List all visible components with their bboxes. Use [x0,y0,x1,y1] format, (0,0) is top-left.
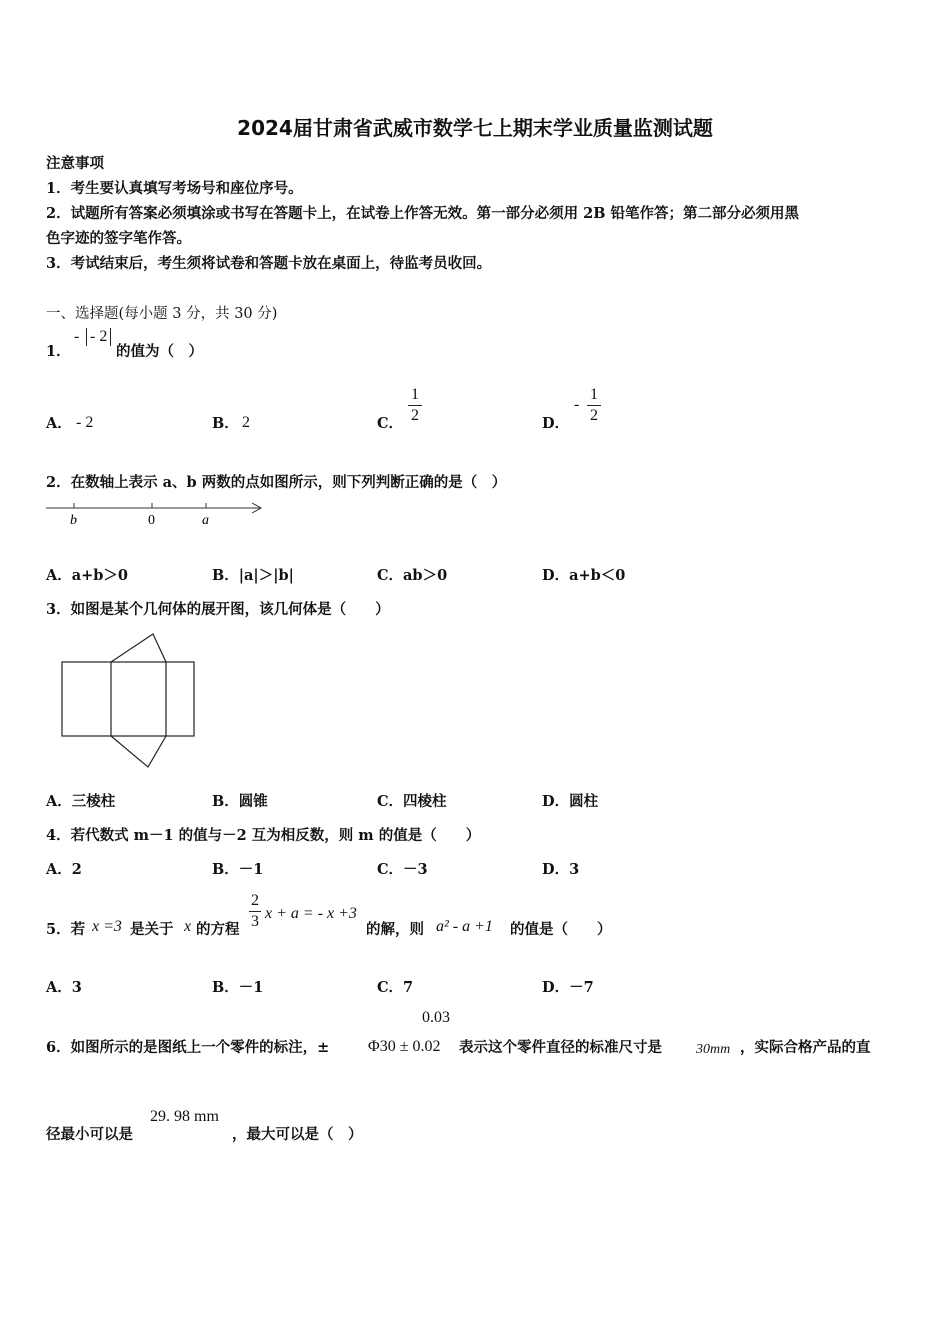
q1-option-c-fraction [408,386,422,425]
q3-stem: 3．如图是某个几何体的展开图，该几何体是（ ） [46,601,390,618]
q1-option-d-numerator: 1 [590,386,598,403]
q5-option-d: D．－7 [542,979,594,996]
q3-option-c: C．四棱柱 [377,793,447,810]
q5-text-4: 的值是（ ） [510,921,612,938]
q1-option-d-sign: - [574,396,580,413]
q4-option-d: D．3 [542,861,580,878]
q1-option-b-label: B． [212,415,239,432]
q1-option-b-value: 2 [242,414,250,431]
q1-option-a-label: A． [46,415,72,432]
q5-fraction-numerator: 2 [251,892,259,909]
q6-prefix: 6．如图所示的是图纸上一个零件的标注，± [46,1039,330,1056]
notice-item-2a: 2．试题所有答案必须填涂或书写在答题卡上，在试卷上作答无效。第一部分必须用 2B 铅笔作答；第二部分必须用黑 [46,205,800,222]
q1-option-a-value: - 2 [76,414,94,431]
q5-prefix: 5．若 [46,921,86,938]
label-b: b [70,513,77,528]
q4-option-a: A．2 [46,861,82,878]
q5-equation-fraction [249,892,261,931]
notice-item-2b: 色字迹的签字笔作答。 [46,230,191,247]
net-rectangle [62,662,194,736]
q6-text-1: 表示这个零件直径的标准尺寸是 [459,1039,662,1056]
q3-option-a: A．三棱柱 [46,793,116,810]
prism-net-figure [58,630,200,772]
q1-option-c-denominator: 2 [411,407,419,424]
q1-stem: 的值为（ ） [116,343,203,360]
q1-option-c-label: C． [377,415,404,432]
q5-option-c: C．7 [377,979,414,996]
q6-spec: Φ30 ± 0.02 [368,1038,441,1055]
q3-option-b: B．圆锥 [212,793,268,810]
q6-line2-suffix: ，最大可以是（ ） [232,1126,363,1143]
q2-option-a: A．a+b＞0 [46,567,129,584]
q5-text-3: 的解，则 [366,921,424,938]
q5-equation-rest: x + a = - x +3 [265,905,357,922]
label-a: a [202,513,209,528]
q2-stem: 2．在数轴上表示 a、b 两数的点如图所示，则下列判断正确的是（ ） [46,474,507,491]
page-title: 2024届甘肃省武威市数学七上期末学业质量监测试题 [237,116,713,140]
q6-upper-tolerance: 0.03 [422,1009,450,1026]
notice-item-3: 3．考试结束后，考生须将试卷和答题卡放在桌面上，待监考员收回。 [46,255,492,272]
q5-option-b: B．－1 [212,979,264,996]
q1-number: 1． [46,343,71,360]
q5-condition: x =3 [92,918,122,935]
q2-option-b: B．|a|＞|b| [212,567,294,584]
q4-stem: 4．若代数式 m－1 的值与－2 互为相反数，则 m 的值是（ ） [46,827,481,844]
q6-line2-prefix: 径最小可以是 [46,1126,133,1143]
q2-option-c: C．ab＞0 [377,567,448,584]
q5-expression: a² - a +1 [436,918,493,935]
q5-variable: x [184,918,192,935]
number-line-figure [44,498,266,530]
q1-option-c-numerator: 1 [411,386,419,403]
q6-min-value: 29. 98 mm [150,1108,219,1125]
label-0: 0 [148,513,155,528]
q1-option-d-label: D． [542,415,570,432]
q1-expr-abs: - 2 [86,328,111,346]
q1-option-d-fraction [587,386,601,425]
q5-text-1: 是关于 [130,921,174,938]
q4-option-b: B．－1 [212,861,264,878]
q5-text-2: 的方程 [196,921,240,938]
q3-option-d: D．圆柱 [542,793,599,810]
notice-heading: 注意事项 [46,155,104,172]
q4-option-c: C．－3 [377,861,428,878]
net-bottom-triangle [111,736,166,767]
q1-option-d-denominator: 2 [590,407,598,424]
q5-option-a: A．3 [46,979,82,996]
q6-standard-size: 30mm [696,1042,731,1057]
section-heading: 一、选择题(每小题 3 分，共 30 分) [46,306,278,322]
q6-text-2: ，实际合格产品的直 [740,1039,871,1056]
net-top-triangle [111,634,166,662]
q2-option-d: D．a+b＜0 [542,567,626,584]
q1-expr-minus: - [74,328,80,345]
q5-fraction-denominator: 3 [251,913,259,930]
notice-item-1: 1．考生要认真填写考场号和座位序号。 [46,180,303,197]
